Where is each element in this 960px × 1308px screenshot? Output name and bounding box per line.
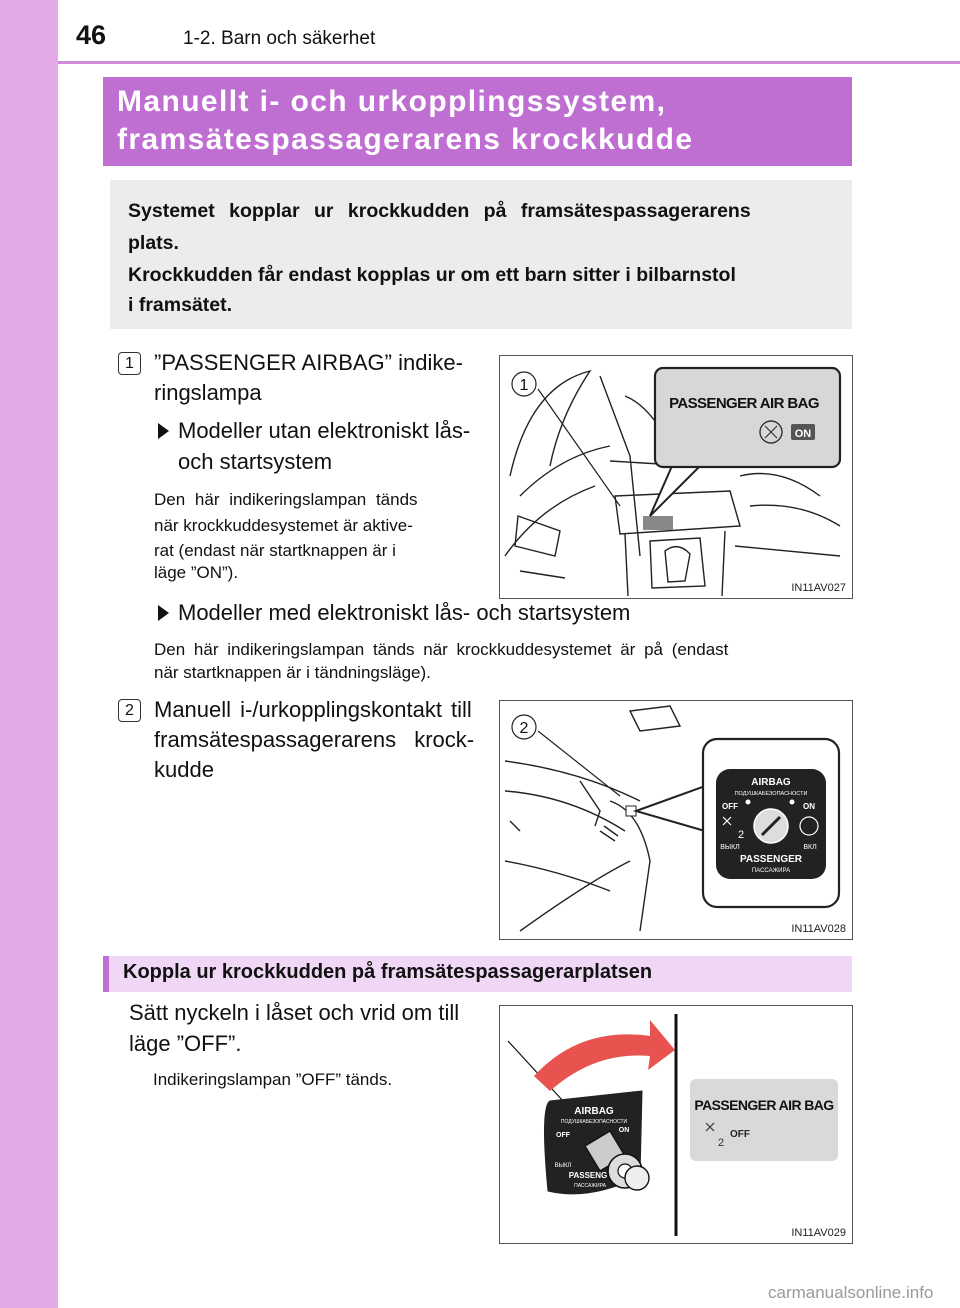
- switch-passenger-label: PASSENG: [568, 1171, 608, 1180]
- switch-on-label-ru: ВКЛ: [803, 844, 817, 851]
- intro-line-1: Systemet kopplar ur krockkudden på framsätespassagerarens: [128, 200, 751, 222]
- switch-off-label: OFF: [722, 802, 738, 811]
- item2-title-line-2: framsätespassagerarens krock-: [154, 727, 475, 752]
- header-divider: [58, 61, 960, 64]
- item1-desc1-line-1: Den här indikeringslampan tänds: [154, 490, 418, 509]
- bullet-triangle-icon: [158, 605, 169, 621]
- intro-line-3: Krockkudden får endast kopplas ur om ett barn sitter i bilbarnstol: [128, 264, 736, 286]
- page-title-box: [103, 77, 852, 166]
- step-note: Indikeringslampan ”OFF” tänds.: [153, 1070, 393, 1089]
- section-heading: Koppla ur krockkudden på framsätespassagerarplatsen: [123, 961, 653, 983]
- lamp-state: OFF: [730, 1129, 750, 1140]
- section-header: 1-2. Barn och säkerhet: [183, 28, 376, 49]
- switch-airbag-label-ru: ПОДУШКАБЕЗОПАСНОСТИ: [734, 791, 808, 797]
- svg-text:2: 2: [738, 829, 745, 841]
- figure-code: IN11AV028: [791, 923, 846, 935]
- page-title-line-2: framsätespassagerarens krockkudde: [117, 123, 694, 156]
- switch-on-label: ON: [803, 802, 815, 811]
- intro-box: [110, 180, 852, 329]
- switch-passenger-label-ru: ПАССАЖИРА: [574, 1183, 606, 1189]
- svg-text:2: 2: [718, 1137, 725, 1149]
- item1-desc1-line-2: när krockkuddesystemet är aktive-: [154, 516, 413, 535]
- lamp-label: PASSENGER AIR BAG: [669, 395, 819, 412]
- switch-on-label: ON: [618, 1127, 630, 1134]
- intro-line-4: i framsätet.: [128, 294, 233, 316]
- switch-off-label-ru: ВЫКЛ: [720, 844, 740, 851]
- page-sidebar-tab: [0, 0, 58, 1308]
- item1-title-line-1: ”PASSENGER AIRBAG” indike-: [154, 350, 463, 375]
- switch-off-label: OFF: [556, 1132, 570, 1139]
- item1-bullet1-line-1: Modeller utan elektroniskt lås-: [178, 418, 471, 443]
- watermark-text: carmanualsonline.info: [768, 1283, 934, 1302]
- callout-number: 1: [519, 377, 529, 394]
- glovebox-illustration: [500, 701, 852, 939]
- item1-desc1-line-4: läge ”ON”).: [154, 563, 239, 582]
- switch-off-label-ru: ВЫКЛ: [554, 1163, 572, 1169]
- switch-passenger-label-ru: ПАССАЖИРА: [751, 868, 791, 874]
- switch-passenger-label: PASSENGER: [739, 854, 803, 865]
- key-turn-figure: [499, 1005, 853, 1244]
- section-heading-bar: [103, 956, 852, 992]
- switch-figure: [499, 700, 853, 940]
- figure-code: IN11AV027: [791, 582, 846, 594]
- callout-number: 2: [519, 720, 529, 737]
- item1-bullet2: Modeller med elektroniskt lås- och startsystem: [178, 600, 631, 625]
- figure-code: IN11AV029: [791, 1227, 846, 1239]
- step-line-1: Sätt nyckeln i låset och vrid om till: [129, 1000, 460, 1025]
- turn-arrow-icon: [534, 1020, 675, 1091]
- page-title-line-1: Manuellt i- och urkopplingssystem,: [117, 85, 667, 118]
- key-turn-illustration: [500, 1006, 852, 1243]
- switch-airbag-label: AIRBAG: [751, 777, 791, 788]
- bullet-triangle-icon: [158, 423, 169, 439]
- item1-desc1-line-3: rat (endast när startknappen är i: [154, 541, 396, 560]
- dashboard-illustration: [500, 356, 852, 598]
- item1-bullet1-line-2: och startsystem: [178, 449, 333, 474]
- item-number-badge: 1: [118, 352, 141, 375]
- step-line-2: läge ”OFF”.: [129, 1031, 242, 1056]
- item1-desc2-line-1: Den här indikeringslampan tänds när krockkuddesystemet är på (endast: [154, 640, 729, 659]
- item2-title-line-1: Manuell i-/urkopplingskontakt till: [154, 697, 472, 722]
- lamp-state: ON: [794, 428, 812, 440]
- switch-airbag-label: AIRBAG: [574, 1106, 614, 1117]
- item-number-badge: 2: [118, 699, 141, 722]
- intro-line-2: plats.: [128, 232, 179, 254]
- item1-desc2-line-2: när startknappen är i tändningsläge).: [154, 663, 431, 682]
- item2-title-line-3: kudde: [154, 757, 214, 782]
- dashboard-figure: [499, 355, 853, 599]
- item1-title-line-2: ringslampa: [154, 380, 262, 405]
- lamp-label: PASSENGER AIR BAG: [694, 1097, 834, 1113]
- page-number: 46: [76, 20, 107, 50]
- switch-airbag-label-ru: ПОДУШКАБЕЗОПАСНОСТИ: [560, 1119, 628, 1125]
